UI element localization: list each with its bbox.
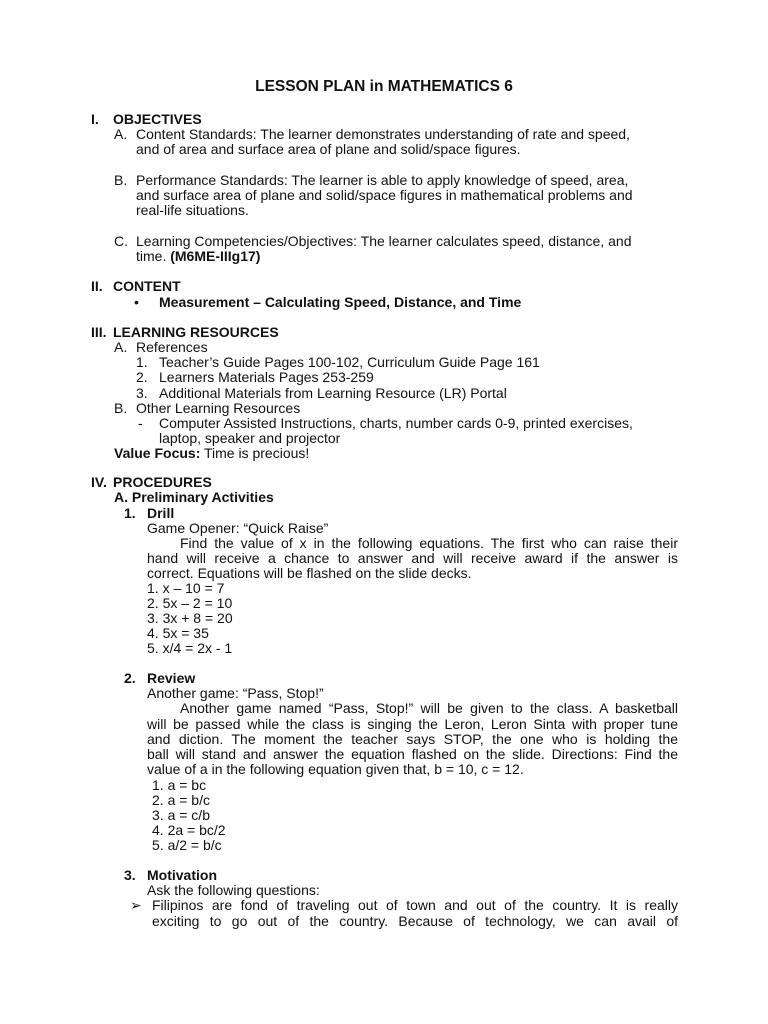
review-paragraph-line: will be passed while the class is singing the Leron, Leron Sinta with proper tune bbox=[147, 716, 678, 732]
competencies-line bbox=[136, 248, 260, 264]
review-heading: Review bbox=[147, 670, 196, 686]
item-letter: C. bbox=[114, 233, 128, 249]
reference-item: Additional Materials from Learning Resource (LR) Portal bbox=[159, 385, 507, 401]
section-heading-content: CONTENT bbox=[113, 278, 181, 294]
review-paragraph-line: value of a in the following equation given that, b = 10, c = 12. bbox=[147, 761, 524, 777]
subsection-number: 2. bbox=[124, 670, 136, 686]
references-label: References bbox=[136, 339, 208, 355]
review-equation: 4. 2a = bc/2 bbox=[152, 822, 226, 838]
value-focus-text: Time is precious! bbox=[204, 445, 310, 461]
review-paragraph-line: Another game named “Pass, Stop!” will be given to the class. A basketball bbox=[180, 700, 678, 716]
motivation-question-line: exciting to go out of the country. Because of technology, we can avail of bbox=[152, 913, 678, 929]
value-focus bbox=[114, 445, 309, 461]
review-equation: 1. a = bc bbox=[152, 777, 207, 793]
section-heading-procedures: PROCEDURES bbox=[113, 474, 212, 490]
review-paragraph-line: and diction. The moment the teacher says STOP, the one who is holding the bbox=[147, 731, 678, 747]
section-heading-resources: LEARNING RESOURCES bbox=[113, 324, 279, 340]
performance-standards-line: and surface area of plane and solid/space figures in mathematical problems and bbox=[136, 187, 633, 203]
content-standards-line: Content Standards: The learner demonstrates understanding of rate and speed, bbox=[136, 126, 630, 142]
item-letter: B. bbox=[114, 400, 128, 416]
drill-paragraph-line: Find the value of x in the following equations. The first who can raise their bbox=[180, 535, 678, 551]
reference-number: 3. bbox=[136, 385, 148, 401]
drill-paragraph-line: correct. Equations will be flashed on the slide decks. bbox=[147, 565, 472, 581]
drill-paragraph-line: hand will receive a chance to answer and will receive award if the answer is bbox=[147, 550, 678, 566]
drill-equation: 2. 5x – 2 = 10 bbox=[147, 595, 233, 611]
reference-item: Learners Materials Pages 253-259 bbox=[159, 369, 374, 385]
content-topic: Measurement – Calculating Speed, Distance, and Time bbox=[159, 294, 522, 310]
other-resources-line: Computer Assisted Instructions, charts, number cards 0-9, printed exercises, bbox=[159, 415, 633, 431]
review-equation: 3. a = c/b bbox=[152, 807, 210, 823]
item-letter: A. bbox=[114, 339, 128, 355]
review-equation: 5. a/2 = b/c bbox=[152, 837, 222, 853]
bullet-icon: • bbox=[134, 294, 139, 310]
content-standards-line: and of area and surface area of plane and solid/space figures. bbox=[136, 141, 521, 157]
dash-marker: - bbox=[138, 415, 143, 431]
section-number: II. bbox=[91, 278, 103, 294]
item-letter: B. bbox=[114, 172, 128, 188]
section-number: III. bbox=[91, 324, 107, 340]
drill-heading: Drill bbox=[147, 505, 175, 521]
drill-game-name: Game Opener: “Quick Raise” bbox=[147, 520, 329, 536]
value-focus-label: Value Focus: bbox=[114, 445, 201, 461]
section-heading-objectives: OBJECTIVES bbox=[113, 111, 202, 127]
arrow-bullet-icon: ➢ bbox=[130, 897, 142, 913]
subsection-number: 3. bbox=[124, 867, 136, 883]
section-number: I. bbox=[91, 111, 99, 127]
competencies-line: Learning Competencies/Objectives: The learner calculates speed, distance, and bbox=[136, 233, 632, 249]
preliminary-activities-heading: A. Preliminary Activities bbox=[114, 489, 274, 505]
reference-item: Teacher’s Guide Pages 100-102, Curriculum Guide Page 161 bbox=[159, 354, 540, 370]
subsection-number: 1. bbox=[124, 505, 136, 521]
other-resources-label: Other Learning Resources bbox=[136, 400, 301, 416]
item-letter: A. bbox=[114, 126, 128, 142]
competency-code: (M6ME-IIIg17) bbox=[170, 248, 261, 264]
motivation-question-line: Filipinos are fond of traveling out of town and out of the country. It is really bbox=[152, 897, 678, 913]
motivation-intro: Ask the following questions: bbox=[147, 882, 320, 898]
performance-standards-line: real-life situations. bbox=[136, 202, 249, 218]
section-number: IV. bbox=[91, 474, 107, 490]
review-paragraph-line: ball will stand and answer the equation flashed on the slide. Directions: Find the bbox=[147, 746, 678, 762]
reference-number: 2. bbox=[136, 369, 148, 385]
drill-equation: 1. x – 10 = 7 bbox=[147, 580, 225, 596]
motivation-heading: Motivation bbox=[147, 867, 217, 883]
drill-equation: 3. 3x + 8 = 20 bbox=[147, 610, 233, 626]
reference-number: 1. bbox=[136, 354, 148, 370]
competencies-text: time. bbox=[136, 248, 167, 264]
review-equation: 2. a = b/c bbox=[152, 792, 210, 808]
drill-equation: 4. 5x = 35 bbox=[147, 625, 209, 641]
review-game-name: Another game: “Pass, Stop!” bbox=[147, 685, 324, 701]
page-title: LESSON PLAN in MATHEMATICS 6 bbox=[255, 78, 513, 95]
drill-equation: 5. x/4 = 2x - 1 bbox=[147, 640, 233, 656]
performance-standards-line: Performance Standards: The learner is able to apply knowledge of speed, area, bbox=[136, 172, 629, 188]
other-resources-line: laptop, speaker and projector bbox=[159, 430, 341, 446]
